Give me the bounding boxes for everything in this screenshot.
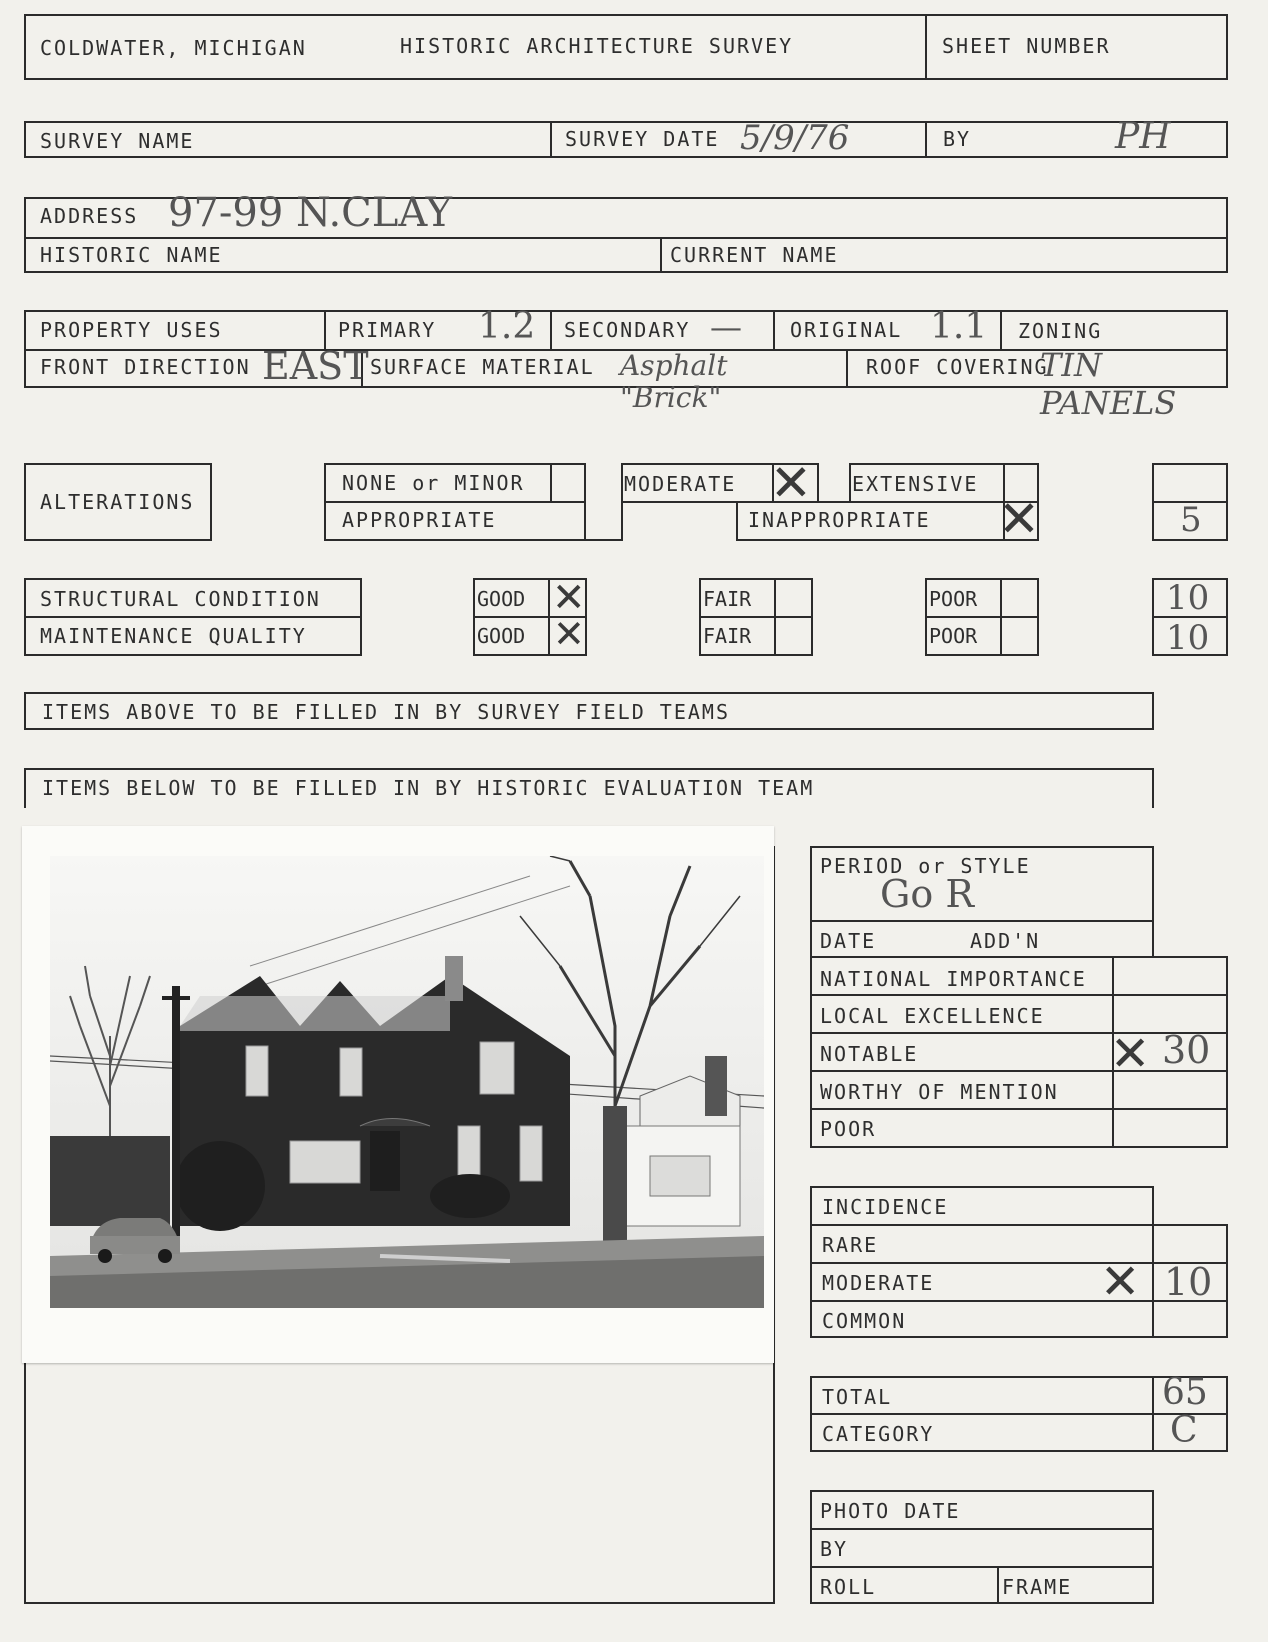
addn-label: ADD'N [970, 929, 1041, 953]
moderate-incidence-label: MODERATE [822, 1271, 935, 1295]
by-label: BY [943, 127, 972, 151]
frame-label: FRAME [1002, 1575, 1073, 1599]
poor-label-structural: POOR [929, 587, 978, 611]
items-above-note: ITEMS ABOVE TO BE FILLED IN BY SURVEY FIELD TEAMS [42, 700, 731, 724]
survey-date-value: 5/9/76 [740, 118, 850, 158]
local-excellence-label: LOCAL EXCELLENCE [820, 1004, 1045, 1028]
none-minor-label: NONE or MINOR [342, 471, 525, 495]
fair-label-structural: FAIR [703, 587, 752, 611]
address-value: 97-99 N.CLAY [168, 190, 453, 236]
surface-material-label: SURFACE MATERIAL [370, 355, 595, 379]
good-label-structural: GOOD [477, 587, 526, 611]
items-below-note: ITEMS BELOW TO BE FILLED IN BY HISTORIC EVALUATION TEAM [42, 776, 815, 800]
moderate-incidence-check: ✕ [1100, 1254, 1141, 1310]
photo-date-label: PHOTO DATE [820, 1499, 961, 1523]
secondary-value: — [710, 308, 742, 346]
photo-by-label: BY [820, 1537, 849, 1561]
alterations-score: 5 [1180, 500, 1202, 540]
property-uses-label: PROPERTY USES [40, 318, 223, 342]
front-direction-label: FRONT DIRECTION [40, 355, 251, 379]
structural-condition-label: STRUCTURAL CONDITION [40, 587, 321, 611]
maintenance-quality-label: MAINTENANCE QUALITY [40, 624, 307, 648]
category-label: CATEGORY [822, 1422, 935, 1446]
structural-score: 10 [1166, 578, 1210, 618]
secondary-label: SECONDARY [564, 318, 691, 342]
incidence-score: 10 [1164, 1260, 1213, 1304]
form-title: HISTORIC ARCHITECTURE SURVEY [400, 34, 794, 58]
poor-label-maintenance: POOR [929, 624, 978, 648]
current-name-label: CURRENT NAME [670, 243, 839, 267]
date-label: DATE [820, 929, 877, 953]
rare-label: RARE [822, 1233, 879, 1257]
period-value: Go R [880, 872, 974, 916]
national-importance-label: NATIONAL IMPORTANCE [820, 967, 1087, 991]
appropriate-label: APPROPRIATE [342, 508, 497, 532]
roof-covering-label: ROOF COVERING [866, 355, 1049, 379]
alterations-label: ALTERATIONS [40, 490, 195, 514]
total-value: 65 [1162, 1372, 1208, 1413]
notable-label: NOTABLE [820, 1042, 919, 1066]
surface-material-value: Asphalt "Brick" [620, 349, 728, 414]
sheet-number-label: SHEET NUMBER [942, 34, 1111, 58]
moderate-check: ✕ [770, 454, 812, 512]
good-check-structural: ✕ [552, 575, 586, 621]
zoning-label: ZONING [1018, 319, 1103, 343]
good-label-maintenance: GOOD [477, 624, 526, 648]
notable-check: ✕ [1110, 1026, 1151, 1082]
inappropriate-label: INAPPROPRIATE [748, 508, 931, 532]
extensive-label: EXTENSIVE [852, 472, 979, 496]
by-value: PH [1115, 116, 1171, 157]
primary-label: PRIMARY [338, 318, 437, 342]
fair-label-maintenance: FAIR [703, 624, 752, 648]
city-label: COLDWATER, MICHIGAN [40, 36, 307, 60]
primary-value: 1.2 [478, 306, 536, 347]
total-label: TOTAL [822, 1385, 893, 1409]
good-check-maintenance: ✕ [553, 612, 585, 656]
poor-importance-label: POOR [820, 1117, 877, 1141]
importance-score: 30 [1162, 1028, 1211, 1072]
historic-name-label: HISTORIC NAME [40, 243, 223, 267]
address-label: ADDRESS [40, 204, 139, 228]
survey-date-label: SURVEY DATE [565, 127, 720, 151]
period-label: PERIOD or STYLE [820, 854, 1031, 878]
maintenance-score: 10 [1166, 618, 1210, 658]
survey-name-label: SURVEY NAME [40, 129, 195, 153]
category-value: C [1170, 1410, 1198, 1451]
moderate-label: MODERATE [624, 472, 737, 496]
house-photo [22, 826, 774, 1363]
worthy-of-mention-label: WORTHY OF MENTION [820, 1080, 1059, 1104]
original-value: 1.1 [930, 306, 988, 347]
roof-covering-value: TIN PANELS [1040, 346, 1177, 422]
incidence-label: INCIDENCE [822, 1195, 949, 1219]
original-label: ORIGINAL [790, 318, 903, 342]
house-photo-image [50, 856, 764, 1308]
common-label: COMMON [822, 1309, 907, 1333]
roll-label: ROLL [820, 1575, 877, 1599]
inappropriate-check: ✕ [998, 490, 1040, 548]
front-direction-value: EAST [262, 344, 369, 388]
